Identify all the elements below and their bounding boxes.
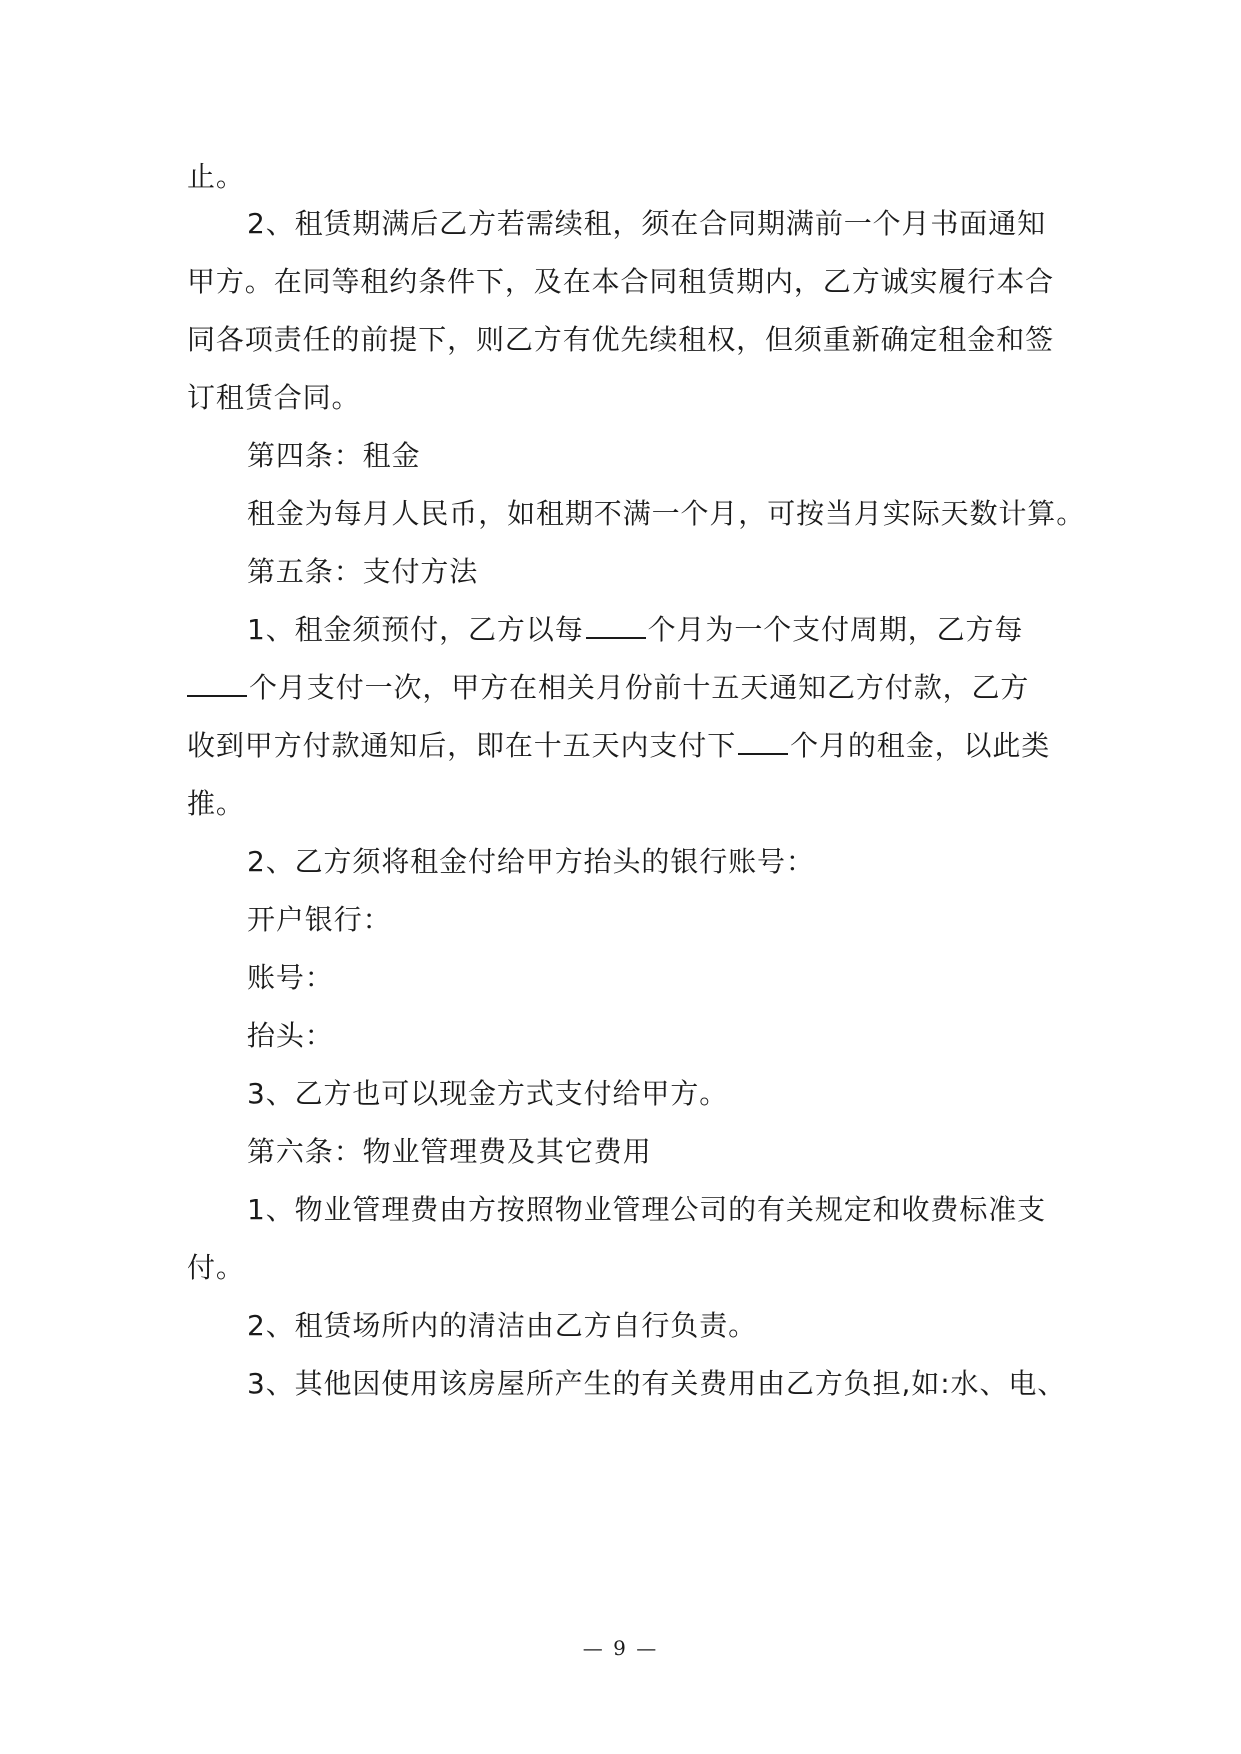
payment-text: 个月为一个支付周期，乙方每 xyxy=(647,613,1024,646)
paragraph-line: 2、租赁期满后乙方若需续租，须在合同期满前一个月书面通知 xyxy=(247,207,1047,240)
paragraph-line: 付。 xyxy=(187,1251,245,1284)
payment-text: 1、租金须预付，乙方以每 xyxy=(247,613,584,646)
paragraph-line: 2、租赁场所内的清洁由乙方自行负责。 xyxy=(247,1309,758,1342)
paragraph-line: 2、乙方须将租金付给甲方抬头的银行账号： xyxy=(247,845,815,878)
paragraph-line: 同各项责任的前提下，则乙方有优先续租权，但须重新确定租金和签 xyxy=(187,323,1055,356)
payment-line-2 xyxy=(187,669,1029,707)
paragraph-line: 1、物业管理费由方按照物业管理公司的有关规定和收费标准支 xyxy=(247,1193,1047,1226)
paragraph-line: 甲方。在同等租约条件下，及在本合同租赁期内，乙方诚实履行本合 xyxy=(187,265,1055,298)
paragraph-line: 推。 xyxy=(187,787,245,820)
paragraph-line: 订租赁合同。 xyxy=(187,381,361,414)
paragraph-line: 止。 xyxy=(187,160,245,193)
fill-in-blank xyxy=(187,669,247,697)
payment-line-1 xyxy=(247,611,1023,649)
section-heading: 第四条：租金 xyxy=(247,439,421,472)
paragraph-line: 3、其他因使用该房屋所产生的有关费用由乙方负担,如:水、电、 xyxy=(247,1367,1067,1400)
paragraph-line: 租金为每月人民币，如租期不满一个月，可按当月实际天数计算。 xyxy=(247,497,1086,530)
fill-in-blank xyxy=(586,611,646,639)
paragraph-line: 3、乙方也可以现金方式支付给甲方。 xyxy=(247,1077,729,1110)
fill-in-blank xyxy=(738,727,788,755)
payment-line-3 xyxy=(187,727,1050,765)
payment-text: 收到甲方付款通知后，即在十五天内支付下 xyxy=(187,729,737,762)
section-heading: 第六条：物业管理费及其它费用 xyxy=(247,1135,652,1168)
section-heading: 第五条：支付方法 xyxy=(247,555,479,588)
page-number: — 9 — xyxy=(582,1636,659,1660)
account-holder-field: 抬头： xyxy=(247,1019,334,1052)
bank-name-field: 开户银行： xyxy=(247,903,392,936)
account-number-field: 账号： xyxy=(247,961,334,994)
payment-text: 个月支付一次，甲方在相关月份前十五天通知乙方付款，乙方 xyxy=(249,671,1030,704)
payment-text: 个月的租金，以此类 xyxy=(790,729,1051,762)
